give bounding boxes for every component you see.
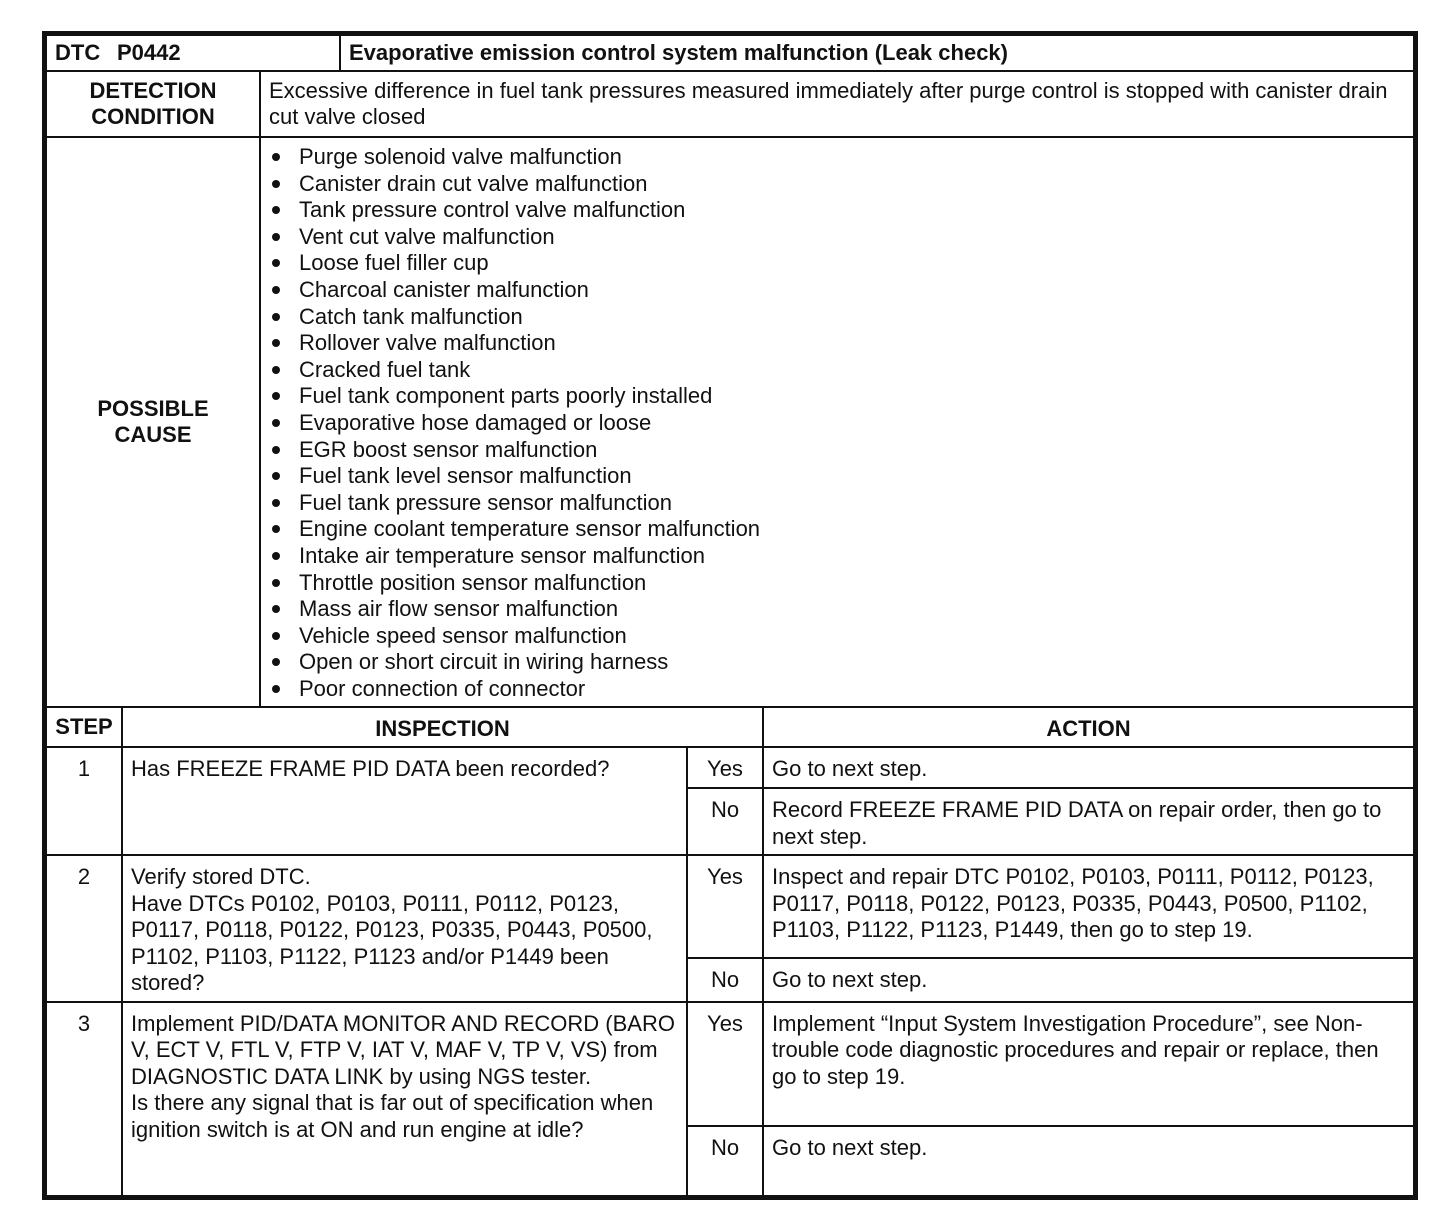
list-item: Vehicle speed sensor malfunction xyxy=(269,623,1405,650)
diagnostic-sheet xyxy=(42,31,1418,1200)
list-item: Intake air temperature sensor malfunction xyxy=(269,543,1405,570)
yes-action: Go to next step. xyxy=(763,747,1414,788)
list-item: Fuel tank component parts poorly installed xyxy=(269,383,1405,410)
possible-cause-list xyxy=(269,138,1405,706)
yes-action: Implement “Input System Investigation Procedure”, see Non-trouble code diagnostic procedures and repair or replace, then go to step 19. xyxy=(763,1002,1414,1126)
list-item: Rollover valve malfunction xyxy=(269,330,1405,357)
action-header: ACTION xyxy=(763,707,1414,747)
steps-header-row xyxy=(46,707,1414,747)
dtc-info-table xyxy=(45,34,1415,708)
possible-cause-label: POSSIBLE CAUSE xyxy=(46,137,260,707)
detection-row xyxy=(46,71,1414,137)
list-item: Canister drain cut valve malfunction xyxy=(269,171,1405,198)
step-inspection-line: Implement PID/DATA MONITOR AND RECORD (BARO V, ECT V, FTL V, FTP V, IAT V, MAF V, TP V, VS) from DIAGNOSTIC DATA LINK by using NGS tester. xyxy=(131,1010,675,1089)
table-row xyxy=(46,747,1414,788)
list-item: Throttle position sensor malfunction xyxy=(269,570,1405,597)
step-inspection-line: Verify stored DTC. xyxy=(131,864,311,890)
no-label: No xyxy=(687,788,763,855)
yes-action: Inspect and repair DTC P0102, P0103, P0111, P0112, P0123, P0117, P0118, P0122, P0123, P0335, P0443, P0500, P1102, P1103, P1122, P1123, P1449, then go to step 19. xyxy=(763,855,1414,957)
list-item: Loose fuel filler cup xyxy=(269,250,1405,277)
table-row xyxy=(46,1002,1414,1126)
list-item: Mass air flow sensor malfunction xyxy=(269,596,1405,623)
list-item: Fuel tank pressure sensor malfunction xyxy=(269,490,1405,517)
no-label: No xyxy=(687,958,763,1002)
yes-label: Yes xyxy=(687,747,763,788)
dtc-code: P0442 xyxy=(117,39,181,65)
possible-cause-cell xyxy=(260,137,1414,707)
no-action: Record FREEZE FRAME PID DATA on repair order, then go to next step. xyxy=(763,788,1414,855)
list-item: Tank pressure control valve malfunction xyxy=(269,197,1405,224)
no-action: Go to next step. xyxy=(763,1126,1414,1196)
step-inspection-line: Have DTCs P0102, P0103, P0111, P0112, P0123, P0117, P0118, P0122, P0123, P0335, P0443, P0500, P1102, P1103, P1122, P1123 and/or P1449 been stored? xyxy=(131,890,653,996)
dtc-code-cell xyxy=(46,35,340,71)
dtc-label: DTC xyxy=(55,39,101,65)
list-item: Vent cut valve malfunction xyxy=(269,224,1405,251)
step-inspection-cell xyxy=(122,1002,687,1196)
detection-text: Excessive difference in fuel tank pressures measured immediately after purge control is stopped with canister drain cut valve closed xyxy=(260,71,1414,137)
yes-label: Yes xyxy=(687,855,763,957)
table-row xyxy=(46,855,1414,957)
step-inspection: Has FREEZE FRAME PID DATA been recorded? xyxy=(122,747,687,855)
step-number: 1 xyxy=(46,747,122,855)
list-item: Fuel tank level sensor malfunction xyxy=(269,463,1405,490)
list-item: Charcoal canister malfunction xyxy=(269,277,1405,304)
step-header: STEP xyxy=(46,707,122,747)
steps-table xyxy=(45,706,1415,1197)
dtc-title: Evaporative emission control system malfunction (Leak check) xyxy=(340,35,1414,71)
inspection-header: INSPECTION xyxy=(122,707,763,747)
step-number: 2 xyxy=(46,855,122,1002)
list-item: Purge solenoid valve malfunction xyxy=(269,144,1405,171)
list-item: EGR boost sensor malfunction xyxy=(269,437,1405,464)
no-action: Go to next step. xyxy=(763,958,1414,1002)
list-item: Open or short circuit in wiring harness xyxy=(269,649,1405,676)
list-item: Catch tank malfunction xyxy=(269,304,1405,331)
list-item: Engine coolant temperature sensor malfunction xyxy=(269,516,1405,543)
list-item: Poor connection of connector xyxy=(269,676,1405,703)
list-item: Cracked fuel tank xyxy=(269,357,1405,384)
possible-cause-row xyxy=(46,137,1414,707)
detection-label: DETECTION CONDITION xyxy=(46,71,260,137)
step-inspection-line: Is there any signal that is far out of specification when ignition switch is at ON and run engine at idle? xyxy=(131,1090,654,1142)
step-number: 3 xyxy=(46,1002,122,1196)
list-item: Evaporative hose damaged or loose xyxy=(269,410,1405,437)
dtc-header-row xyxy=(46,35,1414,71)
step-inspection-cell xyxy=(122,855,687,1002)
yes-label: Yes xyxy=(687,1002,763,1126)
no-label: No xyxy=(687,1126,763,1196)
